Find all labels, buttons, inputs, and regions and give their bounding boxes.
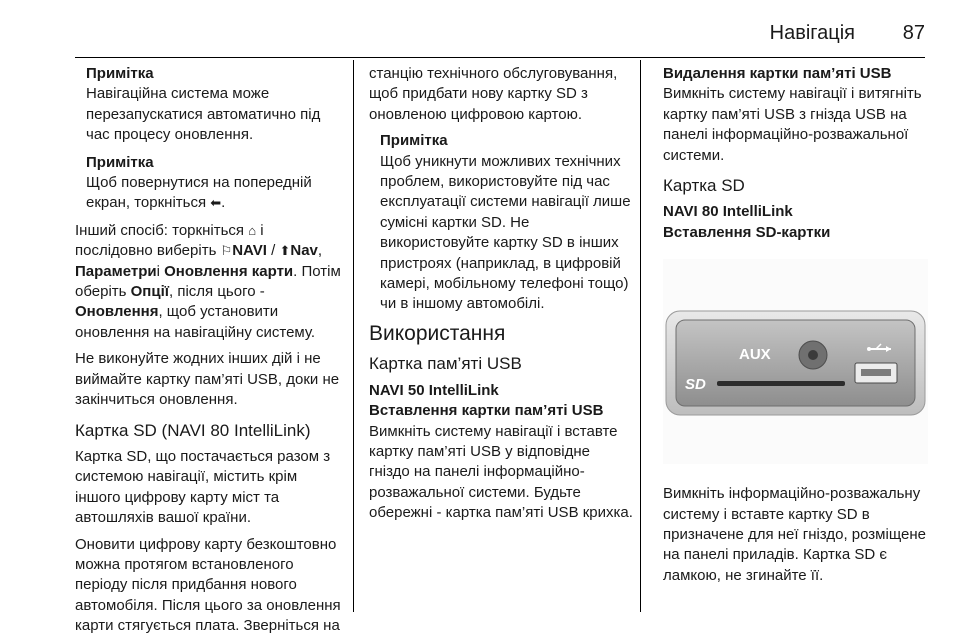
navi-flag-icon: ⚐ xyxy=(220,243,233,259)
header-title: Навігація xyxy=(769,22,855,44)
subheading-insert-usb: Вставлення картки пам’яті USB xyxy=(369,402,604,420)
subheading-insert-sd: Вставлення SD-картки xyxy=(663,223,831,241)
aux-jack-hole xyxy=(808,350,818,360)
home-icon: ⌂ xyxy=(248,222,257,238)
note-title: Примітка xyxy=(86,153,154,171)
heading-sd: Картка SD xyxy=(663,176,745,196)
note-text: Щоб повернутися на попередній екран, торкніться ⬅. xyxy=(86,174,312,212)
header-rule xyxy=(75,57,925,58)
paragraph-insert-usb: Вимкніть систему навігації і вставте картку пам’яті USB у відповідне гніздо на панелі інформаційно-розважальної системи. Будьте обережні - картка пам’яті USB крихка. xyxy=(369,422,633,522)
column-divider-1 xyxy=(353,60,354,612)
heading-navi50: NAVI 50 IntelliLink xyxy=(369,381,499,399)
page-number: 87 xyxy=(902,22,925,44)
paragraph-service-station: станцію технічного обслуговування, щоб придбати нову картку SD з оновленою цифровою картою. xyxy=(369,65,618,123)
sd-slot-illustration xyxy=(663,259,928,464)
page-header xyxy=(75,0,925,58)
aux-label: AUX xyxy=(739,346,771,364)
usb-port-tongue xyxy=(861,369,891,376)
heading-usb-card: Картка пам’яті USB xyxy=(369,354,522,374)
heading-usage: Використання xyxy=(369,321,506,345)
sd-logo: SD xyxy=(685,376,706,394)
back-arrow-icon: ⬅ xyxy=(210,195,222,211)
sd-slot-drawing xyxy=(663,259,928,464)
note-title: Примітка xyxy=(86,65,154,82)
note-text: Щоб уникнути можливих технічних проблем, використовуйте під час експлуатації системи навігації лише сумісні картки SD. Не використовуйте картку SD в інших пристроях (наприклад, в цифровій камері, мобільному телефоні тощо) чи в іншому автомобілі. xyxy=(380,152,631,313)
sd-slot xyxy=(717,381,845,386)
paragraph-remove-usb: Вимкніть систему навігації і витягніть картку пам’яті USB з гнізда USB на панелі інформаційно-розважальної системи. xyxy=(663,85,922,164)
note-restart xyxy=(75,64,345,146)
paragraph-insert-sd: Вимкніть інформаційно-розважальну систему і вставте картку SD в призначене для неї гніздо, розміщене на панелі приладів. Картка SD є ламкою, не згинайте її. xyxy=(663,485,926,584)
column-divider-2 xyxy=(640,60,641,612)
column-1 xyxy=(75,64,345,643)
subheading-remove-usb: Видалення картки пам’яті USB xyxy=(663,65,892,82)
note-title: Примітка xyxy=(380,132,448,150)
paragraph-no-actions: Не виконуйте жодних інших дій і не виймайте картку пам’яті USB, доки не закінчиться оновлення. xyxy=(75,350,340,409)
paragraph-sd-contents: Картка SD, що постачається разом з системою навігації, містить крім іншого цифрову карту міст та автошляхів вашої країни. xyxy=(75,447,331,527)
paragraph-sd-update: Оновити цифрову карту безкоштовно можна протягом встановленого періоду після придбання нового автомобіля. Після цього за оновлення карти стягується плата. Зверніться на xyxy=(75,535,341,635)
paragraph-update-steps: Інший спосіб: торкніться ⌂ і послідовно виберіть ⚐NAVI / ⬆Nav, Параметриі Оновлення карти. Потім оберіть Опції, після цього - Оновлення, щоб установити оновлення на навігаційну систему. xyxy=(75,221,341,341)
heading-sd-card: Картка SD (NAVI 80 IntelliLink) xyxy=(75,420,311,440)
note-compatible-sd xyxy=(369,131,634,315)
note-back xyxy=(75,153,345,214)
note-text: Навігаційна система може перезапускатися автоматично під час процесу оновлення. xyxy=(86,85,321,144)
nav-arrow-icon: ⬆ xyxy=(279,243,291,259)
heading-navi80: NAVI 80 IntelliLink xyxy=(663,203,793,221)
column-2 xyxy=(369,64,634,530)
column-3 xyxy=(663,64,928,592)
